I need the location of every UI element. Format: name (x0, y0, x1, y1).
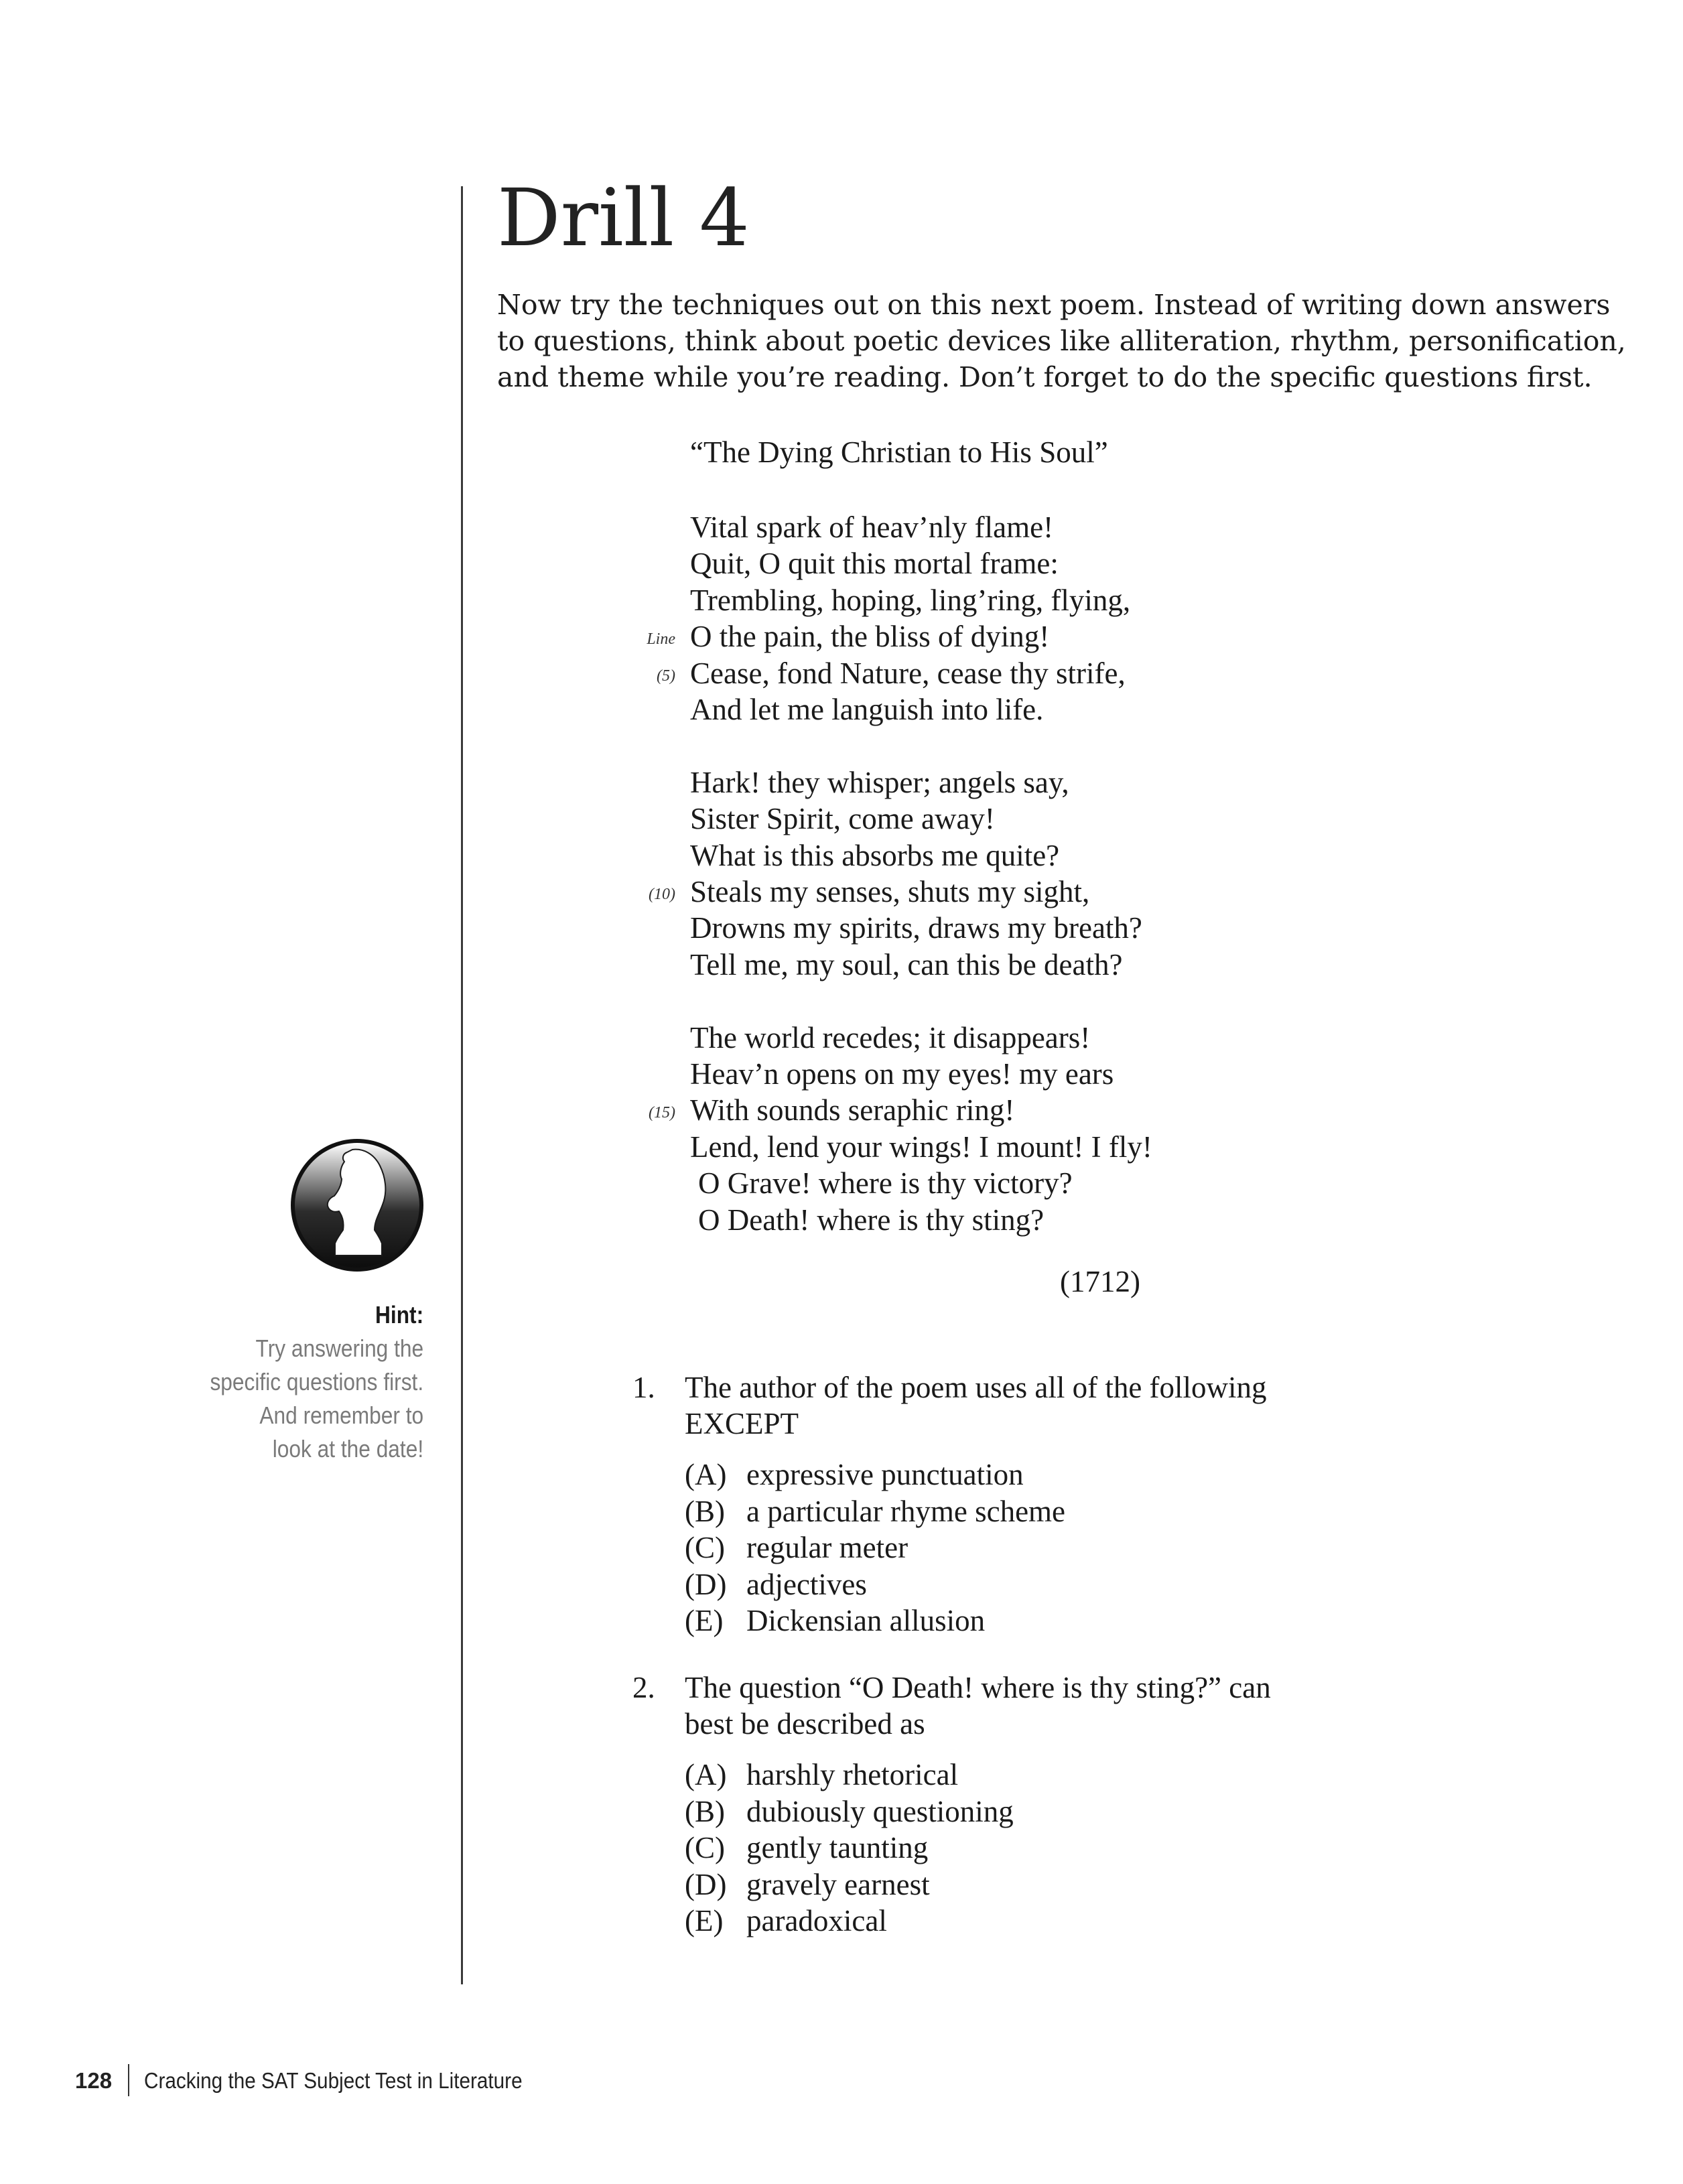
poem-line (690, 509, 1152, 545)
question-2 (632, 1669, 1328, 1939)
intro-line: to questions, think about poetic devices like alliteration, rhythm, personification, (497, 325, 1626, 357)
intro-paragraph (497, 287, 1626, 395)
poem-line (657, 655, 1152, 691)
choice-text: regular meter (746, 1531, 908, 1564)
line-number-label: (15) (649, 1104, 675, 1122)
poem-line (690, 1056, 1152, 1092)
hint-label: Hint: (375, 1301, 423, 1328)
poem-line-text: Heav’n opens on my eyes! my ears (690, 1057, 1114, 1091)
poem-line-text: Sister Spirit, come away! (690, 802, 995, 836)
question-text-line: best be described as (685, 1707, 925, 1741)
choice-letter: (A) (685, 1458, 727, 1491)
choice-text: dubiously questioning (746, 1794, 1014, 1828)
question-text-line: The author of the poem uses all of the following (685, 1371, 1267, 1404)
intro-line: Now try the techniques out on this next poem. Instead of writing down answers (497, 289, 1611, 321)
poem-line-text: Cease, fond Nature, cease thy strife, (690, 656, 1126, 690)
choice-letter: (E) (685, 1604, 724, 1637)
poem-line-text: The world recedes; it disappears! (690, 1020, 1091, 1054)
hint-line: specific questions first. (210, 1368, 423, 1395)
choice-text: harshly rhetorical (746, 1758, 959, 1791)
choice-text: expressive punctuation (746, 1458, 1024, 1491)
hint-line: Try answering the (255, 1335, 423, 1362)
question-text (685, 1669, 1328, 1742)
hint-box (210, 1298, 423, 1466)
question-text-line: EXCEPT (685, 1407, 799, 1440)
poem-line (690, 1020, 1152, 1056)
answer-choice[interactable] (685, 1757, 1328, 1793)
poem-line (649, 874, 1152, 910)
margin-rule (461, 186, 463, 1984)
choice-text: paradoxical (746, 1904, 887, 1937)
poem-line-text: With sounds seraphic ring! (690, 1093, 1015, 1128)
question-text (685, 1369, 1328, 1442)
choice-letter: (E) (685, 1904, 724, 1937)
answer-choice[interactable] (685, 1456, 1328, 1493)
choice-text: a particular rhyme scheme (746, 1494, 1066, 1528)
answer-choice[interactable] (685, 1493, 1328, 1530)
poem-line-text: Trembling, hoping, ling’ring, flying, (690, 583, 1131, 617)
poem-line-text: Tell me, my soul, can this be death? (690, 947, 1123, 981)
poem (647, 509, 1152, 1274)
page-title: Drill 4 (497, 172, 750, 264)
poem-line-text: Steals my senses, shuts my sight, (690, 875, 1090, 909)
poem-line (649, 1092, 1152, 1128)
answer-choice[interactable] (685, 1903, 1328, 1939)
footer-divider (128, 2064, 129, 2096)
question-number: 2. (632, 1671, 655, 1704)
poem-line (690, 1165, 1152, 1201)
line-number-label: (5) (657, 667, 675, 685)
poem-line-text: Drowns my spirits, draws my breath? (690, 911, 1142, 945)
poem-year: (1712) (1060, 1265, 1140, 1298)
choice-text: Dickensian allusion (746, 1604, 986, 1637)
line-number-label: Line (647, 630, 675, 649)
choice-letter: (B) (685, 1794, 725, 1828)
answer-choices (685, 1757, 1328, 1939)
poem-line (690, 947, 1152, 983)
poem-line-text: And let me languish into life. (690, 693, 1044, 727)
answer-choice[interactable] (685, 1602, 1328, 1639)
question-text-line: The question “O Death! where is thy sting?” can (685, 1671, 1271, 1704)
question-1 (632, 1369, 1328, 1639)
poem-line-text: Quit, O quit this mortal frame: (690, 547, 1059, 581)
question-number: 1. (632, 1371, 655, 1404)
intro-line: and theme while you’re reading. Don’t forget to do the specific questions first. (497, 361, 1593, 393)
choice-text: gravely earnest (746, 1867, 930, 1901)
answer-choices (685, 1456, 1328, 1639)
poem-line (690, 801, 1152, 837)
poem-line (690, 764, 1152, 801)
answer-choice[interactable] (685, 1866, 1328, 1903)
poem-line-text: O the pain, the bliss of dying! (690, 620, 1050, 654)
choice-text: gently taunting (746, 1831, 929, 1864)
poem-line (690, 1129, 1152, 1165)
choice-letter: (C) (685, 1831, 725, 1864)
chess-knight-icon (288, 1136, 426, 1274)
poem-line-text: O Grave! where is thy victory? (698, 1166, 1073, 1201)
poem-stanza (649, 1020, 1152, 1238)
poem-line (690, 545, 1152, 582)
answer-choice[interactable] (685, 1830, 1328, 1866)
poem-line (690, 691, 1152, 728)
page-number: 128 (75, 2068, 113, 2093)
choice-letter: (A) (685, 1758, 727, 1791)
poem-line (647, 618, 1152, 655)
poem-title: “The Dying Christian to His Soul” (690, 435, 1108, 469)
answer-choice[interactable] (685, 1566, 1328, 1603)
poem-line-text: O Death! where is thy sting? (698, 1203, 1045, 1237)
line-number-label: (10) (649, 886, 675, 904)
book-title: Cracking the SAT Subject Test in Literature (144, 2068, 523, 2093)
choice-letter: (D) (685, 1567, 727, 1601)
poem-line (690, 910, 1152, 946)
poem-line (690, 582, 1152, 618)
hint-line: look at the date! (272, 1435, 423, 1462)
poem-line-text: Lend, lend your wings! I mount! I fly! (690, 1130, 1152, 1164)
choice-letter: (D) (685, 1867, 727, 1901)
page-footer (75, 2066, 564, 2098)
poem-stanza (649, 764, 1152, 983)
choice-text: adjectives (746, 1567, 867, 1601)
poem-line-text: Hark! they whisper; angels say, (690, 765, 1069, 799)
poem-line-text: Vital spark of heav’nly flame! (690, 510, 1054, 544)
hint-line: And remember to (259, 1402, 423, 1429)
choice-letter: (B) (685, 1494, 725, 1528)
poem-line-text: What is this absorbs me quite? (690, 838, 1060, 872)
choice-letter: (C) (685, 1531, 725, 1564)
answer-choice[interactable] (685, 1793, 1328, 1830)
poem-line (690, 1202, 1152, 1238)
poem-line (690, 837, 1152, 874)
answer-choice[interactable] (685, 1529, 1328, 1566)
poem-stanza (647, 509, 1152, 728)
